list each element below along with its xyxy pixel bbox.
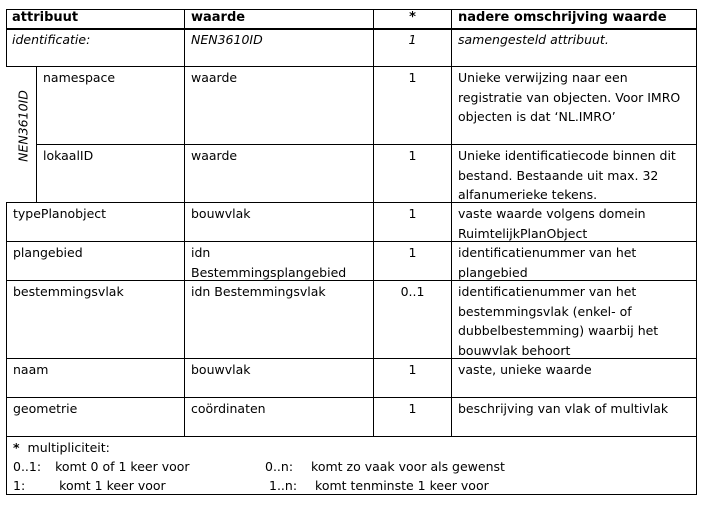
cell-waarde: idn Bestemmingsplangebied — [191, 245, 347, 280]
row-divider — [36, 144, 697, 145]
cell-waarde: idn Bestemmingsvlak — [191, 284, 326, 299]
header-multipliciteit: * — [409, 10, 416, 25]
cell-waarde: bouwvlak — [191, 362, 251, 377]
legend-code: 0..1: — [13, 459, 42, 474]
cell-waarde: waarde — [191, 70, 238, 85]
cell-waarde: waarde — [191, 148, 238, 163]
cell-attribuut: namespace — [43, 70, 116, 85]
legend-item — [269, 476, 489, 496]
legend-text: komt 0 of 1 keer voor — [55, 459, 190, 474]
cell-multipliciteit: 0..1 — [400, 284, 425, 299]
cell-multipliciteit: 1 — [408, 362, 417, 377]
cell-omschrijving: identificatienummer van het plangebied — [458, 245, 637, 280]
cell-attribuut: lokaalID — [43, 148, 94, 163]
legend-code: 1: — [13, 478, 26, 493]
header-waarde: waarde — [191, 10, 246, 25]
legend-code: 0..n: — [265, 459, 294, 474]
cell-multipliciteit: 1 — [408, 70, 417, 85]
row-divider — [6, 436, 697, 437]
legend-item — [265, 457, 505, 477]
attribute-table — [6, 9, 697, 495]
legend-title-text: multipliciteit: — [27, 440, 110, 455]
cell-multipliciteit: 1 — [408, 32, 417, 47]
cell-waarde: coördinaten — [191, 401, 266, 416]
table-border-right — [696, 9, 697, 495]
legend-item — [13, 457, 190, 477]
cell-attribuut: typePlanobject — [13, 206, 107, 221]
cell-omschrijving: vaste, unieke waarde — [458, 362, 592, 377]
legend-text: komt tenminste 1 keer voor — [315, 478, 489, 493]
legend-code: 1..n: — [269, 478, 298, 493]
legend-star: * — [13, 440, 20, 455]
cell-multipliciteit: 1 — [408, 148, 417, 163]
cell-omschrijving: identificatienummer van het bestemmingsvlak (enkel- of dubbelbestemming) waarbij het bouwvlak behoort — [458, 284, 659, 358]
cell-attribuut: identificatie: — [12, 32, 91, 47]
legend-title — [13, 438, 110, 458]
cell-waarde: bouwvlak — [191, 206, 251, 221]
row-divider — [6, 66, 697, 67]
cell-attribuut: geometrie — [13, 401, 78, 416]
cell-attribuut: naam — [13, 362, 49, 377]
row-divider — [6, 397, 697, 398]
cell-waarde: NEN3610ID — [191, 32, 263, 47]
cell-omschrijving: vaste waarde volgens domein RuimtelijkPlanObject — [458, 206, 646, 241]
cell-multipliciteit: 1 — [408, 245, 417, 260]
cell-omschrijving: Unieke identificatiecode binnen dit bestand. Bestaande uit max. 32 alfanumerieke tekens. — [458, 148, 676, 202]
cell-attribuut: bestemmingsvlak — [13, 284, 124, 299]
cell-multipliciteit: 1 — [408, 401, 417, 416]
cell-omschrijving: beschrijving van vlak of multivlak — [458, 401, 669, 416]
cell-omschrijving: Unieke verwijzing naar een registratie van objecten. Voor IMRO objecten is dat ‘NL.IMRO’ — [458, 70, 681, 124]
group-label-nen3610id: NEN3610ID — [15, 89, 31, 162]
legend-text: komt 1 keer voor — [59, 478, 166, 493]
header-attribuut: attribuut — [12, 10, 79, 25]
legend-item — [13, 476, 166, 496]
header-omschrijving: nadere omschrijving waarde — [458, 10, 667, 25]
cell-attribuut: plangebied — [13, 245, 83, 260]
legend-text: komt zo vaak voor als gewenst — [311, 459, 505, 474]
cell-multipliciteit: 1 — [408, 206, 417, 221]
cell-omschrijving: samengesteld attribuut. — [458, 32, 609, 47]
